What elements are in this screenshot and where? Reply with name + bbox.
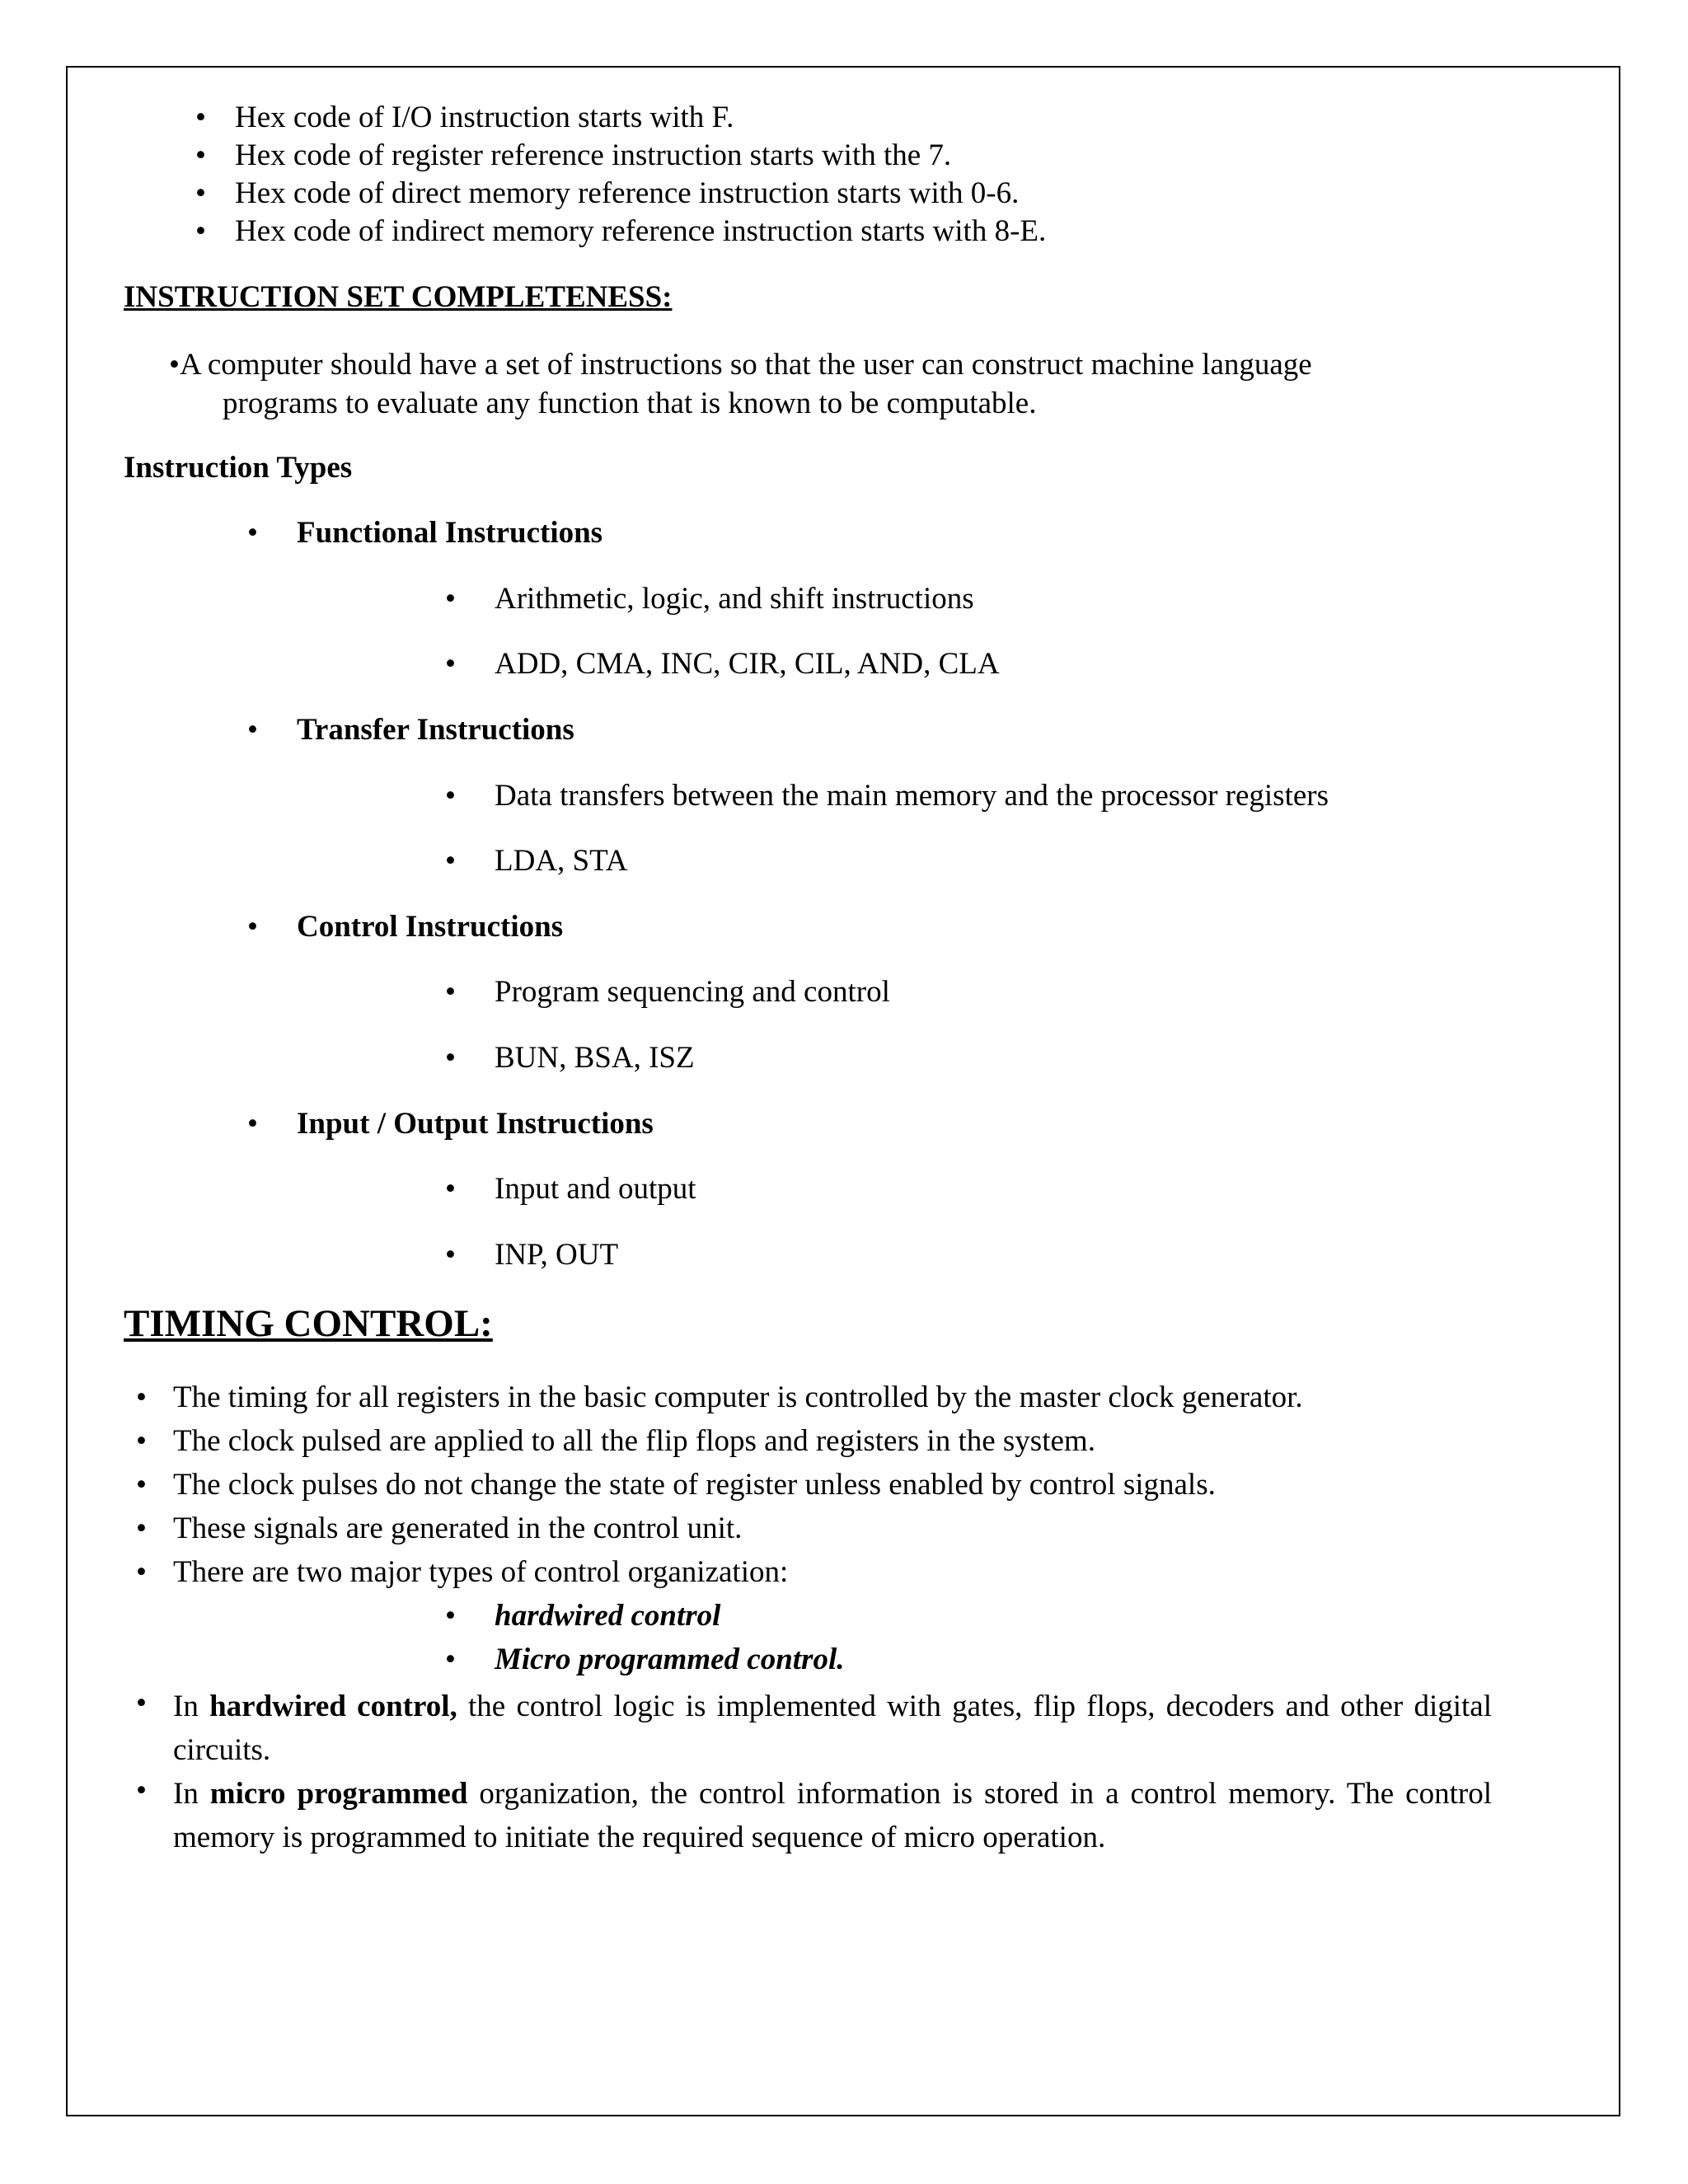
hardwired-prefix: In [173, 1690, 210, 1723]
timing-item: These signals are generated in the control unit. [173, 1511, 743, 1545]
bullet-marker: • [195, 138, 206, 172]
bullet-marker: • [247, 910, 258, 944]
bullet-marker: • [445, 975, 456, 1009]
timing-item: The timing for all registers in the basic computer is controlled by the master clock generator. [173, 1380, 1303, 1414]
hardwired-rest: the control logic is implemented with gates, flip flops, decoders and other digital circuits. [173, 1690, 1492, 1767]
timing-item: The clock pulsed are applied to all the flip flops and registers in the system. [173, 1424, 1095, 1458]
bullet-marker: • [445, 1238, 456, 1272]
bullet-marker: • [247, 1107, 258, 1141]
hardwired-paragraph [173, 1685, 1492, 1772]
group-item: INP, OUT [495, 1238, 619, 1272]
bullet-marker: • [445, 1172, 456, 1206]
hex-code-item: Hex code of I/O instruction starts with F. [235, 101, 734, 134]
group-item: LDA, STA [495, 844, 628, 878]
bullet-marker: • [136, 1424, 147, 1458]
completeness-line-2: programs to evaluate any function that is known to be computable. [223, 387, 1037, 420]
hardwired-term: hardwired control, [209, 1690, 457, 1723]
bullet-marker: • [136, 1380, 147, 1414]
bullet-marker: • [136, 1686, 147, 1720]
bullet-marker: • [195, 176, 206, 210]
bullet-marker: • [445, 1643, 456, 1676]
micro-term: micro programmed [209, 1777, 468, 1811]
group-item: Data transfers between the main memory and the processor registers [495, 779, 1329, 813]
bullet-marker: • [195, 101, 206, 134]
micro-paragraph [173, 1772, 1492, 1859]
group-item: Input and output [495, 1172, 696, 1206]
group-title: Functional Instructions [297, 516, 603, 550]
group-item: Arithmetic, logic, and shift instructions [495, 582, 974, 616]
control-type-item: hardwired control [495, 1599, 721, 1633]
bullet-marker: • [136, 1511, 147, 1545]
bullet-marker: • [445, 844, 456, 878]
bullet-marker: • [445, 1041, 456, 1075]
micro-prefix: In [173, 1777, 210, 1811]
group-item: ADD, CMA, INC, CIR, CIL, AND, CLA [495, 647, 1000, 681]
timing-item: The clock pulses do not change the state of register unless enabled by control signals. [173, 1468, 1216, 1502]
bullet-marker: • [136, 1468, 147, 1502]
bullet-marker: • [445, 647, 456, 681]
group-item: Program sequencing and control [495, 975, 890, 1009]
bullet-marker: • [136, 1555, 147, 1589]
completeness-line-1: •A computer should have a set of instructions so that the user can construct machine language [169, 348, 1312, 382]
group-title: Transfer Instructions [297, 713, 574, 747]
completeness-heading: INSTRUCTION SET COMPLETENESS: [124, 280, 673, 314]
group-title: Input / Output Instructions [297, 1107, 654, 1141]
hex-code-item: Hex code of register reference instruction starts with the 7. [235, 138, 952, 172]
bullet-marker: • [247, 713, 258, 747]
control-type-item: Micro programmed control. [495, 1643, 845, 1676]
bullet-marker: • [195, 214, 206, 248]
group-item: BUN, BSA, ISZ [495, 1041, 695, 1075]
micro-rest: organization, the control information is stored in a control memory. The control memory is programmed to initiate the required sequence of micro operation. [173, 1777, 1492, 1854]
bullet-marker: • [136, 1774, 147, 1807]
timing-heading: TIMING CONTROL: [124, 1302, 493, 1345]
hex-code-item: Hex code of indirect memory reference instruction starts with 8-E. [235, 214, 1047, 248]
bullet-marker: • [445, 779, 456, 813]
bullet-marker: • [445, 582, 456, 616]
group-title: Control Instructions [297, 910, 564, 944]
bullet-marker: • [247, 516, 258, 550]
bullet-marker: • [445, 1599, 456, 1633]
instruction-types-heading: Instruction Types [124, 451, 353, 485]
hex-code-item: Hex code of direct memory reference instruction starts with 0-6. [235, 176, 1020, 210]
timing-item: There are two major types of control organization: [173, 1555, 789, 1589]
